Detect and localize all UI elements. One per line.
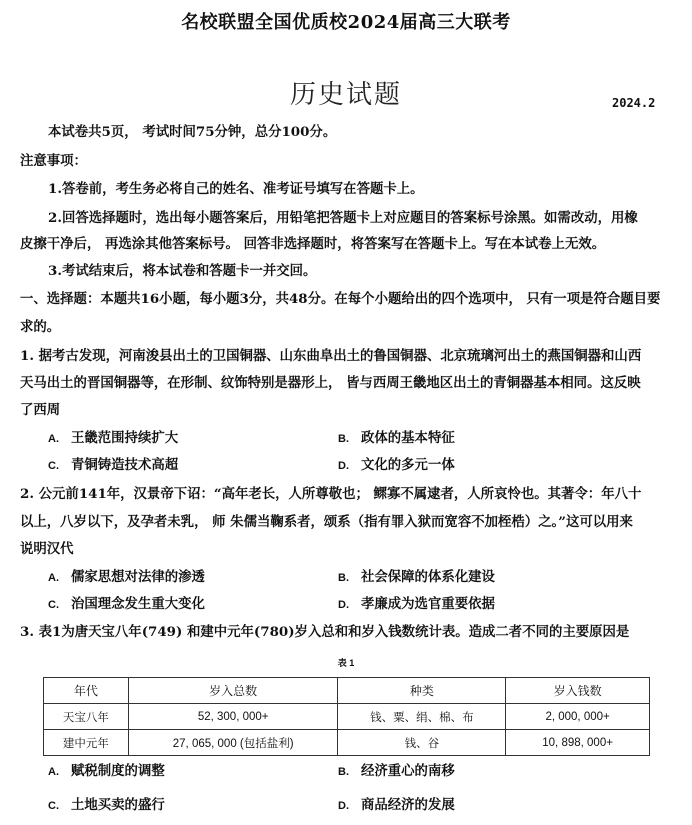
option-text: 政体的基本特征 [361,430,455,446]
option-text: 治国理念发生重大变化 [71,596,205,612]
option-letter: A. [48,433,59,445]
notice-item-1: 1.答卷前，考生务必将自己的姓名、准考证号填写在答题卡上。 [48,181,424,197]
option-letter: C. [48,800,59,812]
table-cell: 钱、粟、绢、棉、布 [338,704,506,730]
option-letter: D. [338,599,349,611]
table-cell: 52, 300, 000+ [128,704,338,730]
q3-option-d [338,797,455,814]
option-text: 土地买卖的盛行 [71,797,165,813]
question-3-line: 3. 表1为唐天宝八年(749) 和建中元年(780)岁入总和和岁入钱数统计表。造成二者不同的主要原因是 [20,624,630,640]
option-text: 文化的多元一体 [361,457,455,473]
q3-option-c [48,797,165,814]
question-2-line: 说明汉代 [20,541,74,557]
option-letter: C. [48,599,59,611]
page-title: 历史试题 [289,80,402,110]
revenue-table [43,677,650,756]
table-header: 岁入钱数 [506,678,650,704]
section-heading-cont: 求的。 [20,319,61,335]
q3-option-b [338,763,455,780]
table-caption: 表 1 [337,658,355,668]
notice-item-3: 3.考试结束后，将本试卷和答题卡一并交回。 [48,263,317,279]
option-letter: A. [48,572,59,584]
option-text: 儒家思想对法律的渗透 [71,569,205,585]
option-text: 青铜铸造技术高超 [71,457,179,473]
option-letter: B. [338,572,349,584]
question-2-line: 2. 公元前141年，汉景帝下诏：“高年老长，人所尊敬也； 鳏寡不属逮者，人所哀怜也。其著令：年八十 [20,486,642,502]
section-heading: 一、选择题：本题共16小题，每小题3分，共48分。在每个小题给出的四个选项中， 只有一项是符合题目要 [20,291,661,307]
option-text: 经济重心的南移 [361,763,455,779]
table-header-row [44,678,650,704]
q2-option-d [338,596,495,613]
notice-heading: 注意事项： [20,153,87,169]
option-letter: C. [48,460,59,472]
table-cell: 27, 065, 000 (包括盐利) [128,730,338,756]
q2-option-b [338,569,495,586]
exam-header: 名校联盟全国优质校2024届高三大联考 [181,12,511,33]
question-1-line: 1. 据考古发现，河南浚县出土的卫国铜器、山东曲阜出土的鲁国铜器、北京琉璃河出土的燕国铜器和山西 [20,348,642,364]
q2-option-a [48,569,205,586]
option-text: 社会保障的体系化建设 [361,569,495,585]
option-letter: D. [338,800,349,812]
exam-date: 2024.2 [612,96,656,110]
table-row [44,704,650,730]
option-letter: B. [338,433,349,445]
table-header: 年代 [44,678,129,704]
question-2-line: 以上，八岁以下，及孕者未乳， 师 朱儒当鞠系者，颂系（指有罪入狱而宽容不加桎梏）之。”这可以用来 [20,514,633,530]
option-text: 赋税制度的调整 [71,763,165,779]
notice-item-2: 2.回答选择题时，选出每小题答案后，用铅笔把答题卡上对应题目的答案标号涂黑。如需改动，用橡 [48,210,638,226]
option-text: 孝廉成为选官重要依据 [361,596,495,612]
q1-option-c [48,457,178,474]
table-cell: 钱、谷 [338,730,506,756]
notice-item-2-cont: 皮擦干净后， 再选涂其他答案标号。 回答非选择题时，将答案写在答题卡上。写在本试卷上无效。 [20,236,606,252]
option-text: 商品经济的发展 [361,797,455,813]
q1-option-a [48,430,178,447]
table-header: 岁入总数 [128,678,338,704]
q3-option-a [48,763,165,780]
table-cell: 建中元年 [44,730,129,756]
option-letter: A. [48,766,59,778]
table-header: 种类 [338,678,506,704]
question-1-line: 天马出土的晋国铜器等，在形制、纹饰特别是器形上， 皆与西周王畿地区出土的青铜器基本相同。这反映 [20,375,641,391]
question-1-line: 了西周 [20,402,61,418]
q1-option-d [338,457,455,474]
option-letter: D. [338,460,349,472]
option-text: 王畿范围持续扩大 [71,430,179,446]
intro-text: 本试卷共5页， 考试时间75分钟，总分100分。 [48,124,337,140]
q2-option-c [48,596,205,613]
option-letter: B. [338,766,349,778]
table-row [44,730,650,756]
table-cell: 10, 898, 000+ [506,730,650,756]
table-cell: 天宝八年 [44,704,129,730]
table-cell: 2, 000, 000+ [506,704,650,730]
q1-option-b [338,430,455,447]
